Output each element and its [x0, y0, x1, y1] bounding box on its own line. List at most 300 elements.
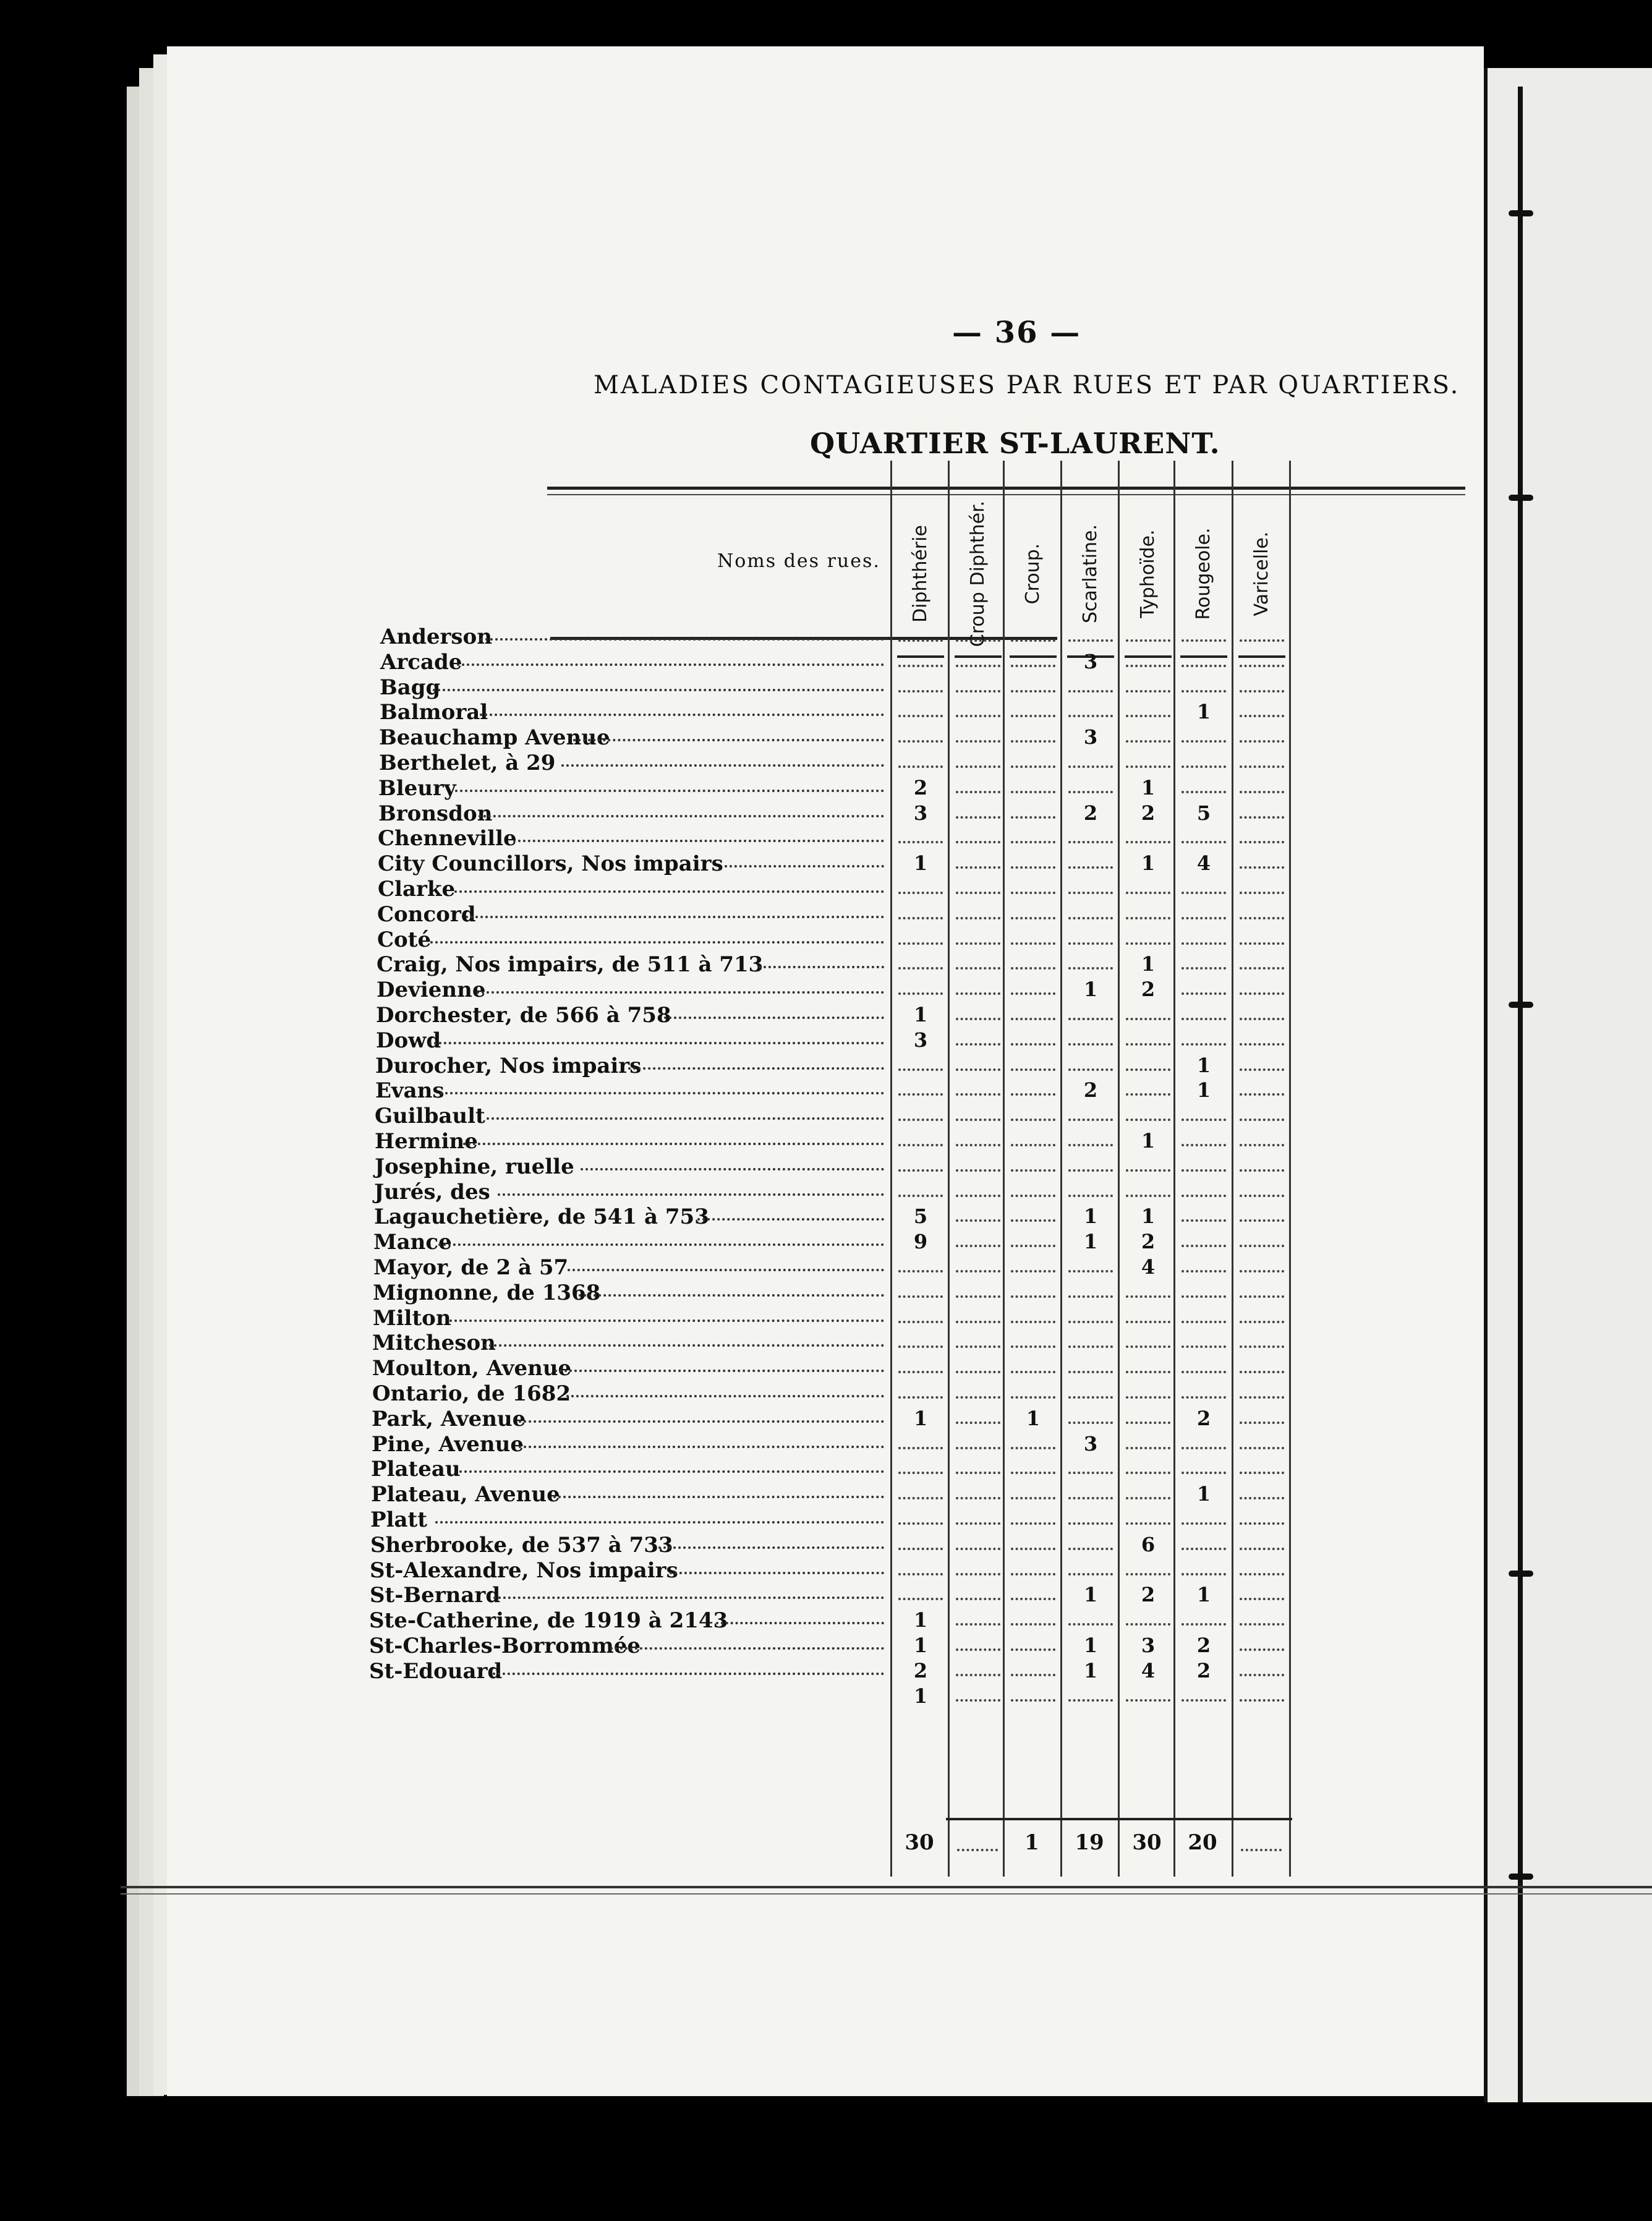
column-divider	[1003, 461, 1005, 1877]
empty-cell-dots	[956, 1295, 1000, 1298]
empty-cell-dots	[1011, 1598, 1055, 1600]
leader-dots	[716, 1622, 884, 1624]
leader-dots	[466, 916, 884, 918]
empty-cell-dots	[1182, 1396, 1226, 1399]
column-header	[893, 507, 948, 640]
case-count: 4	[1196, 851, 1211, 876]
leader-dots	[628, 1067, 884, 1070]
empty-cell-dots	[1182, 1018, 1226, 1020]
empty-cell-dots	[1240, 639, 1284, 642]
empty-cell-dots	[1011, 917, 1055, 919]
binding-stitch	[1509, 210, 1533, 216]
empty-cell-dots	[1011, 1093, 1055, 1096]
column-header	[1177, 507, 1231, 640]
empty-cell-dots	[1240, 967, 1284, 970]
street-name: St-Charles-Borrommée	[369, 1634, 641, 1658]
empty-cell-dots	[956, 690, 1000, 693]
leader-dots	[479, 815, 884, 817]
empty-cell-dots	[1182, 841, 1226, 843]
case-count: 2	[913, 775, 928, 799]
empty-cell-dots	[1011, 942, 1055, 945]
empty-cell-dots	[1068, 1043, 1113, 1046]
case-count: 3	[913, 1028, 928, 1052]
empty-cell-dots	[1240, 1674, 1284, 1676]
empty-cell-dots	[1240, 1497, 1284, 1499]
empty-cell-dots	[1240, 1396, 1284, 1399]
street-name: Plateau, Avenue	[371, 1482, 560, 1507]
empty-cell-dots	[898, 1119, 943, 1121]
case-count: 2	[1141, 978, 1156, 1002]
street-name: Mignonne, de 1368	[373, 1280, 601, 1305]
case-count: 2	[1083, 1078, 1098, 1102]
empty-cell-dots	[1011, 1018, 1055, 1020]
case-count: 2	[1141, 1583, 1156, 1607]
empty-cell-dots	[956, 740, 1000, 743]
leader-dots	[519, 1420, 884, 1423]
empty-cell-dots	[956, 1068, 1000, 1071]
empty-cell-dots	[1240, 1093, 1284, 1096]
case-count: 1	[1196, 1482, 1211, 1506]
empty-cell-dots	[1182, 1245, 1226, 1247]
empty-cell-dots	[1126, 892, 1170, 894]
street-name: Mance	[373, 1230, 452, 1255]
case-count: 3	[1141, 1634, 1156, 1657]
empty-cell-dots	[956, 1119, 1000, 1121]
leader-dots	[429, 1042, 884, 1044]
empty-cell-dots	[1011, 639, 1055, 642]
empty-cell-dots	[898, 942, 943, 945]
empty-cell-dots	[1126, 765, 1170, 768]
column-header-label: Diphthérie	[909, 524, 931, 623]
page-number: — 36 —	[952, 315, 1081, 350]
empty-cell-dots	[1182, 1522, 1226, 1525]
street-name: Moulton, Avenue	[372, 1356, 572, 1381]
empty-cell-dots	[1240, 1447, 1284, 1449]
case-count: 1	[913, 1406, 928, 1430]
empty-cell-dots	[1068, 1522, 1113, 1525]
empty-cell-dots	[898, 690, 943, 693]
case-count: 1	[1083, 1658, 1098, 1682]
column-divider	[890, 461, 892, 1877]
column-header-rule	[1125, 655, 1172, 658]
empty-cell-dots	[898, 1345, 943, 1348]
empty-cell-dots	[956, 1245, 1000, 1247]
empty-cell-dots	[1068, 841, 1113, 843]
case-count: 2	[1196, 1406, 1211, 1430]
case-count: 1	[913, 1634, 928, 1657]
empty-cell-dots	[1240, 917, 1284, 919]
empty-cell-dots	[1068, 1169, 1113, 1172]
case-count: 4	[1141, 1255, 1156, 1279]
empty-cell-dots	[1126, 1321, 1170, 1323]
empty-cell-dots	[1011, 1245, 1055, 1247]
empty-cell-dots	[898, 1472, 943, 1474]
column-header-label: Scarlatine.	[1079, 524, 1101, 623]
empty-cell-dots	[1182, 1119, 1226, 1121]
case-count: 1	[913, 1003, 928, 1026]
empty-cell-dots	[956, 1598, 1000, 1600]
street-name: Clarke	[378, 877, 456, 902]
column-divider	[1232, 461, 1233, 1877]
street-name: Ste-Catherine, de 1919 à 2143	[369, 1608, 728, 1634]
street-name: Coté	[377, 927, 432, 952]
empty-cell-dots	[898, 765, 943, 768]
empty-cell-dots	[956, 791, 1000, 793]
empty-cell-dots	[1240, 1169, 1284, 1172]
empty-cell-dots	[1240, 715, 1284, 717]
leader-dots	[498, 1193, 884, 1196]
empty-cell-dots	[1240, 1119, 1284, 1121]
bottom-line	[121, 1893, 1652, 1895]
empty-cell-dots	[1068, 917, 1113, 919]
empty-cell-dots	[1126, 1018, 1170, 1020]
empty-cell-dots	[1240, 1270, 1284, 1272]
empty-cell-dots	[1068, 1345, 1113, 1348]
empty-cell-dots	[956, 1169, 1000, 1172]
case-count: 6	[1141, 1532, 1156, 1556]
empty-cell-dots	[1182, 1548, 1226, 1550]
empty-cell-dots	[1240, 1321, 1284, 1323]
leader-dots	[581, 1168, 884, 1170]
leader-dots	[697, 1218, 884, 1221]
empty-cell-dots	[1011, 1472, 1055, 1474]
empty-cell-dots	[898, 1321, 943, 1323]
case-count: 2	[913, 1658, 928, 1682]
empty-cell-dots	[956, 1573, 1000, 1575]
empty-cell-dots	[1011, 816, 1055, 819]
empty-cell-dots	[1011, 967, 1055, 970]
leader-dots	[435, 1521, 884, 1524]
empty-cell-dots	[1011, 1522, 1055, 1525]
empty-cell-dots	[1011, 690, 1055, 693]
street-name: Plateau	[371, 1457, 461, 1482]
empty-cell-dots	[1182, 740, 1226, 743]
case-count: 1	[1196, 1053, 1211, 1077]
empty-cell-dots	[1182, 1295, 1226, 1298]
empty-cell-dots	[956, 1270, 1000, 1272]
empty-cell-dots	[956, 1472, 1000, 1474]
empty-cell-dots	[898, 1169, 943, 1172]
street-name: Arcade	[380, 649, 462, 675]
case-count: 1	[1083, 978, 1098, 1002]
street-name: St-Bernard	[370, 1583, 501, 1608]
empty-cell-dots	[956, 1371, 1000, 1373]
empty-total-dots	[957, 1849, 998, 1851]
empty-cell-dots	[1240, 1522, 1284, 1525]
empty-cell-dots	[1182, 1371, 1226, 1373]
empty-cell-dots	[1011, 1321, 1055, 1323]
column-header-label: Croup.	[1022, 543, 1044, 604]
column-header	[1063, 507, 1118, 640]
empty-cell-dots	[898, 740, 943, 743]
empty-cell-dots	[1240, 1548, 1284, 1550]
empty-cell-dots	[956, 816, 1000, 819]
column-divider	[948, 461, 950, 1877]
empty-cell-dots	[1182, 1270, 1226, 1272]
empty-cell-dots	[1126, 1295, 1170, 1298]
empty-cell-dots	[1011, 665, 1055, 667]
empty-cell-dots	[898, 892, 943, 894]
empty-cell-dots	[1068, 690, 1113, 693]
empty-cell-dots	[1182, 665, 1226, 667]
leader-dots	[493, 1596, 884, 1599]
empty-cell-dots	[898, 967, 943, 970]
empty-cell-dots	[1126, 917, 1170, 919]
case-count: 5	[1196, 801, 1211, 825]
empty-cell-dots	[1182, 1043, 1226, 1046]
empty-cell-dots	[956, 1648, 1000, 1651]
empty-cell-dots	[1068, 1270, 1113, 1272]
binding-stitch	[1509, 1874, 1533, 1880]
empty-cell-dots	[1182, 765, 1226, 768]
empty-cell-dots	[1126, 715, 1170, 717]
empty-cell-dots	[1182, 1195, 1226, 1197]
case-count: 1	[1083, 1204, 1098, 1229]
street-name: Bronsdon	[378, 801, 493, 826]
empty-cell-dots	[1240, 1623, 1284, 1626]
leader-dots	[480, 638, 884, 641]
case-count: 1	[1083, 1634, 1098, 1657]
empty-cell-dots	[1240, 1345, 1284, 1348]
street-name: Milton	[373, 1305, 451, 1331]
empty-cell-dots	[1126, 1573, 1170, 1575]
leader-dots	[568, 1269, 884, 1271]
empty-cell-dots	[1182, 1144, 1226, 1146]
empty-cell-dots	[956, 1699, 1000, 1702]
empty-cell-dots	[956, 942, 1000, 945]
empty-cell-dots	[1240, 1422, 1284, 1424]
empty-cell-dots	[898, 917, 943, 919]
leader-dots	[493, 1673, 884, 1675]
top-rule	[547, 487, 1465, 490]
empty-cell-dots	[1126, 1093, 1170, 1096]
leader-dots	[463, 1143, 884, 1145]
street-name: Durocher, Nos impairs	[375, 1053, 642, 1078]
empty-cell-dots	[1126, 665, 1170, 667]
leader-dots	[455, 790, 884, 792]
case-count: 1	[1141, 1204, 1156, 1229]
empty-cell-dots	[1068, 967, 1113, 970]
street-name: Josephine, ruelle	[375, 1154, 574, 1179]
empty-cell-dots	[1182, 690, 1226, 693]
street-name: Mitcheson	[372, 1331, 496, 1356]
empty-cell-dots	[1068, 1144, 1113, 1146]
street-name: Sherbrooke, de 537 à 733	[370, 1532, 673, 1558]
empty-cell-dots	[1126, 1472, 1170, 1474]
empty-cell-dots	[1240, 841, 1284, 843]
empty-cell-dots	[956, 892, 1000, 894]
case-count: 4	[1141, 1658, 1156, 1682]
leader-dots	[658, 1546, 884, 1549]
case-count: 1	[1026, 1406, 1041, 1430]
leader-dots	[573, 739, 884, 741]
empty-cell-dots	[898, 1068, 943, 1071]
empty-cell-dots	[1182, 639, 1226, 642]
empty-cell-dots	[1068, 791, 1113, 793]
binding-stitch	[1509, 1571, 1533, 1577]
empty-cell-dots	[1240, 1648, 1284, 1651]
empty-cell-dots	[1126, 1169, 1170, 1172]
empty-cell-dots	[956, 1144, 1000, 1146]
empty-cell-dots	[1011, 841, 1055, 843]
empty-cell-dots	[1126, 1043, 1170, 1046]
empty-cell-dots	[1011, 715, 1055, 717]
empty-cell-dots	[1011, 1674, 1055, 1676]
column-header-label: Varicelle.	[1251, 531, 1272, 616]
column-header-label: Typhoïde.	[1137, 529, 1159, 618]
street-name: Bleury	[378, 775, 456, 801]
street-name: Lagauchetière, de 541 à 753	[374, 1204, 709, 1230]
empty-cell-dots	[1240, 942, 1284, 945]
case-count: 1	[1083, 1230, 1098, 1254]
leader-dots	[555, 1370, 884, 1372]
empty-cell-dots	[1068, 639, 1113, 642]
empty-cell-dots	[898, 639, 943, 642]
empty-cell-dots	[956, 1674, 1000, 1676]
empty-cell-dots	[1068, 1573, 1113, 1575]
empty-cell-dots	[956, 765, 1000, 768]
case-count: 1	[1141, 851, 1156, 876]
empty-cell-dots	[898, 1573, 943, 1575]
street-name: Ontario, de 1682	[372, 1381, 571, 1406]
empty-cell-dots	[1011, 1699, 1055, 1702]
empty-cell-dots	[1011, 791, 1055, 793]
case-count: 1	[1083, 1583, 1098, 1607]
street-name: St-Edouard	[369, 1658, 503, 1684]
empty-cell-dots	[1011, 866, 1055, 869]
case-count: 1	[913, 1684, 928, 1708]
empty-cell-dots	[1068, 1472, 1113, 1474]
empty-cell-dots	[1011, 1219, 1055, 1222]
empty-cell-dots	[1068, 765, 1113, 768]
street-name: Chenneville	[378, 826, 517, 851]
empty-cell-dots	[1240, 1573, 1284, 1575]
case-count: 1	[1141, 1129, 1156, 1153]
empty-cell-dots	[956, 841, 1000, 843]
empty-cell-dots	[956, 1548, 1000, 1550]
case-count: 5	[913, 1204, 928, 1229]
empty-cell-dots	[1126, 841, 1170, 843]
empty-cell-dots	[1011, 1345, 1055, 1348]
empty-cell-dots	[1126, 1447, 1170, 1449]
empty-cell-dots	[1126, 942, 1170, 945]
empty-cell-dots	[898, 1144, 943, 1146]
street-name: Craig, Nos impairs, de 511 à 713	[377, 952, 764, 978]
empty-cell-dots	[898, 1396, 943, 1399]
empty-cell-dots	[956, 1396, 1000, 1399]
document-page	[167, 46, 1484, 2096]
street-name: Concord	[377, 902, 476, 927]
street-name: St-Alexandre, Nos impairs	[370, 1558, 678, 1583]
empty-cell-dots	[956, 1522, 1000, 1525]
leader-dots	[454, 890, 884, 893]
street-name: Anderson	[380, 625, 492, 649]
empty-cell-dots	[1068, 1068, 1113, 1071]
empty-cell-dots	[898, 1093, 943, 1096]
empty-cell-dots	[1068, 1018, 1113, 1020]
empty-cell-dots	[956, 665, 1000, 667]
empty-cell-dots	[1240, 1144, 1284, 1146]
empty-cell-dots	[956, 715, 1000, 717]
column-divider	[1060, 461, 1062, 1877]
case-count: 2	[1141, 1230, 1156, 1254]
column-header	[1006, 507, 1060, 640]
leader-dots	[459, 1470, 884, 1473]
case-count: 2	[1196, 1634, 1211, 1657]
empty-cell-dots	[1011, 740, 1055, 743]
empty-cell-dots	[1182, 1219, 1226, 1222]
bottom-line	[121, 1886, 1652, 1888]
empty-cell-dots	[956, 866, 1000, 869]
empty-cell-dots	[1182, 1169, 1226, 1172]
empty-cell-dots	[1126, 1699, 1170, 1702]
empty-cell-dots	[1182, 1573, 1226, 1575]
empty-cell-dots	[1068, 1699, 1113, 1702]
column-total: 20	[1188, 1830, 1217, 1855]
case-count: 1	[1196, 1583, 1211, 1607]
empty-cell-dots	[1182, 1699, 1226, 1702]
empty-cell-dots	[956, 1497, 1000, 1499]
totals-rule	[946, 1818, 1292, 1820]
empty-cell-dots	[1126, 1623, 1170, 1626]
empty-cell-dots	[898, 665, 943, 667]
empty-cell-dots	[956, 639, 1000, 642]
empty-cell-dots	[1011, 1144, 1055, 1146]
leader-dots	[487, 1117, 884, 1120]
leader-dots	[664, 1017, 884, 1019]
empty-cell-dots	[1011, 1623, 1055, 1626]
empty-total-dots	[1241, 1849, 1282, 1851]
column-header-rule	[1010, 655, 1057, 658]
street-name: Bagg	[380, 675, 441, 700]
column-header-label: Rougeole.	[1193, 527, 1214, 620]
empty-cell-dots	[956, 1195, 1000, 1197]
leader-dots	[480, 714, 884, 716]
street-name: Dowd	[376, 1028, 441, 1053]
empty-cell-dots	[1011, 1371, 1055, 1373]
leader-dots	[440, 1092, 884, 1094]
empty-cell-dots	[898, 1295, 943, 1298]
empty-cell-dots	[1126, 1119, 1170, 1121]
leader-dots	[670, 1572, 884, 1574]
empty-cell-dots	[1240, 1598, 1284, 1600]
empty-cell-dots	[1068, 1371, 1113, 1373]
empty-cell-dots	[1182, 967, 1226, 970]
leader-dots	[610, 1647, 884, 1650]
empty-cell-dots	[956, 1345, 1000, 1348]
empty-cell-dots	[1240, 791, 1284, 793]
empty-cell-dots	[1126, 1396, 1170, 1399]
case-count: 2	[1141, 801, 1156, 825]
leader-dots	[430, 941, 884, 944]
leader-dots	[449, 1319, 884, 1322]
empty-cell-dots	[1240, 690, 1284, 693]
case-count: 2	[1083, 801, 1098, 825]
empty-cell-dots	[1011, 1497, 1055, 1499]
empty-cell-dots	[1240, 740, 1284, 743]
empty-cell-dots	[1240, 1195, 1284, 1197]
empty-cell-dots	[1240, 1043, 1284, 1046]
empty-cell-dots	[1011, 892, 1055, 894]
empty-cell-dots	[1126, 1345, 1170, 1348]
street-name: Mayor, de 2 à 57	[373, 1255, 569, 1280]
case-count: 3	[1083, 1431, 1098, 1456]
empty-cell-dots	[1240, 1018, 1284, 1020]
empty-cell-dots	[1182, 992, 1226, 995]
empty-cell-dots	[1011, 1043, 1055, 1046]
street-name: Beauchamp Avenue	[379, 725, 610, 751]
empty-cell-dots	[1126, 1422, 1170, 1424]
